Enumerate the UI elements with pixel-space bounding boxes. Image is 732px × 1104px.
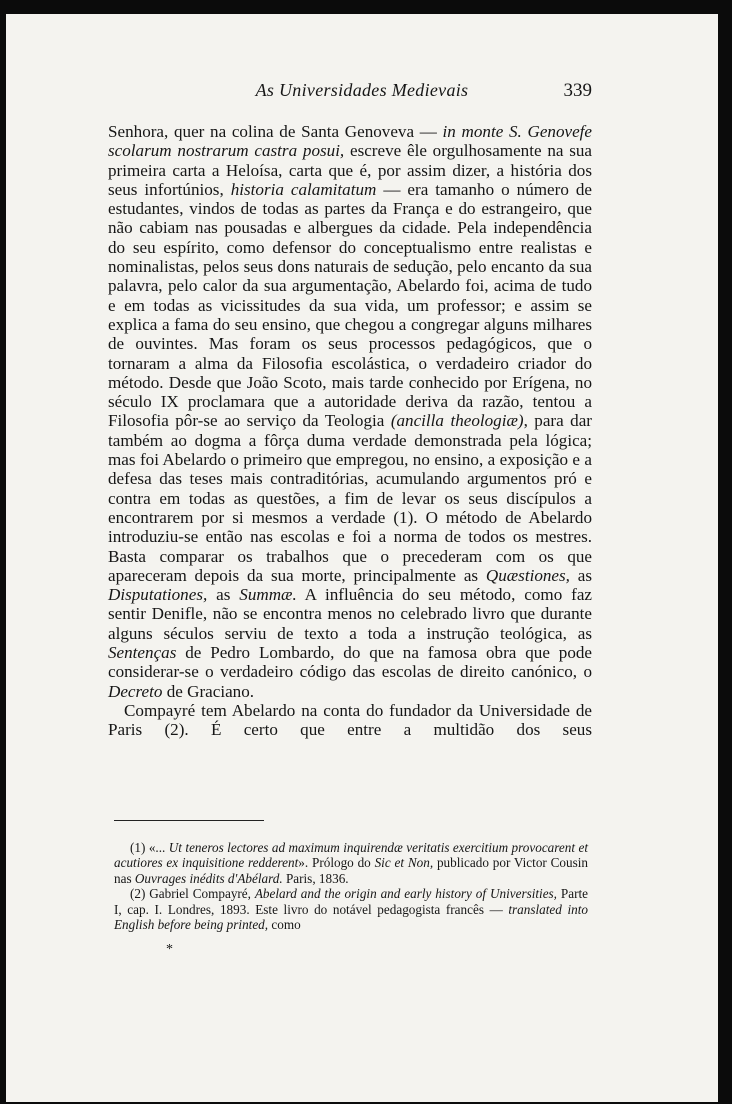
footnote-2 [114,886,588,932]
book-page [6,14,718,1102]
text-run: A influência do seu método, como faz sentir Denifle, não se encontra menos no celebrado livro que durante alguns séculos serviu de texto a toda a instrução teológica, as [108,585,592,643]
running-title: As Universidades Medievais [255,80,469,100]
italic-run: in monte S. Genovefe scolarum nostrarum castra posui, [108,122,593,161]
footnotes [114,840,588,932]
italic-run: translated into English before being printed, [114,901,589,933]
text-run: de Graciano. [162,681,255,701]
text-run: Compayré tem Abelardo na conta do fundador da Universidade de Paris (2). É certo que entre a multidão dos seus [108,700,592,740]
italic-run: (ancilla theologiæ) [390,411,524,431]
text-run: as [569,565,593,585]
text-run: Parte I, cap. I. Londres, 1893. Este livro do notável pedagogista francês — [114,886,588,917]
italic-run: historia calamitatum [230,179,377,199]
page-header [6,80,718,110]
text-run: Senhora, quer na colina de Santa Genoveva — [108,122,443,141]
printer-ornament: * [166,942,173,957]
text-run: escreve êle orgulhosamente na sua primeira carta a Heloísa, carta que é, por assim dizer, a história dos seus infortúnios, [108,141,593,199]
text-run: ». Prólogo do [298,855,375,871]
italic-run: Sentenças [108,643,177,663]
italic-run: Quæstiones, [485,565,570,585]
text-run: , para dar também ao dogma a fôrça duma verdade demonstrada pela lógica; mas foi Abelardo o primeiro que empregou, no ensino, a exposição e a defesa das teses mais contraditórias, acumulando argumentos pró e contra em todas as questões, a fim de levar os seus discípulos a encontrarem por si mesmos a verdade (1). O método de Abelardo introduziu-se então nas escolas e foi a norma de todos os mestres. Basta comparar os trabalhos que o precederam com os que apareceram depois da sua morte, principalmente as [108,411,592,585]
text-run: as [207,585,240,605]
italic-run: Decreto [108,681,163,701]
text-run: — era tamanho o número de estudantes, vindos de todas as partes da França e do estrangeiro, que não cabiam nas pousadas e albergues da cidade. Pela independência do seu espírito, como defensor do conceptualismo entre realistas e nominalistas, pelos seus dons naturais de sedução, pelo encanto da sua palavra, pelo calor da sua argumentação, Abelardo foi, acima de tudo e em todas as vicissitudes da sua vida, um professor; e assim se explica a fama do seu ensino, que chegou a congregar alguns milhares de ouvintes. Mas foram os seus processos pedagógicos, que o tornaram a alma da Filosofia escolástica, o verdadeiro criador do método. Desde que João Scoto, mais tarde conhecido por Erígena, no século IX proclamara que a autoridade deriva da razão, tentou a Filosofia pôr-se ao serviço da Teologia [108,179,592,431]
text-run: publicado por Victor Cousin nas [114,855,588,886]
body-paragraph [108,122,592,701]
page-number: 339 [563,80,592,101]
italic-run: Ut teneros lectores ad maximum inquirendæ veritatis exercitium provocarent et acutiores ex inquisitione redderent [114,840,588,871]
italic-run: Summæ. [239,585,297,605]
body-paragraph [108,701,592,740]
italic-run: Disputationes, [108,585,208,605]
text-run: (1) «... [130,840,169,855]
text-run: de Pedro Lombardo, do que na famosa obra que pode considerar-se o verdadeiro código das escolas de direito canónico, o [108,643,592,682]
text-run: como [268,917,301,933]
text-run: Paris, 1836. [282,870,349,886]
footnote-1 [114,840,588,886]
italic-run: Abelard and the origin and early history of Universities, [254,886,557,902]
body-text [108,122,592,740]
italic-run: Ouvrages inédits d'Abélard. [134,870,283,886]
text-run: (2) Gabriel Compayré, [130,886,255,902]
footnote-separator [114,820,264,821]
italic-run: Sic et Non, [374,855,434,871]
